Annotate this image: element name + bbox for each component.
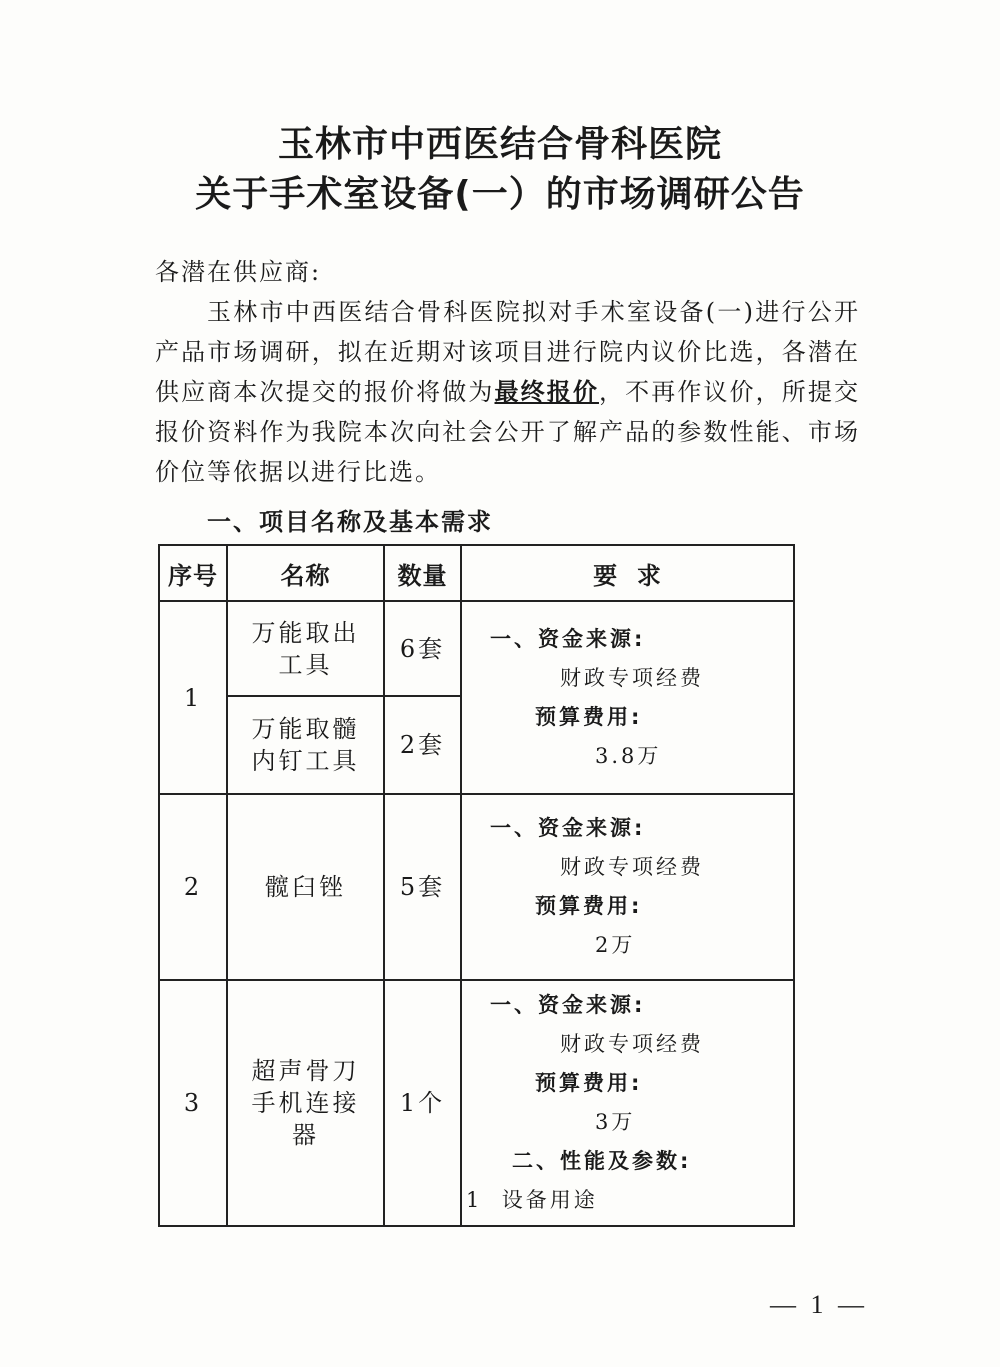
budget-value: 3万 — [595, 1110, 636, 1134]
item-qty: 5套 — [384, 794, 461, 980]
fund-source: 财政专项经费 — [560, 665, 704, 690]
document-title-line1: 玉林市中西医结合骨科医院 — [277, 124, 722, 165]
body-paragraph — [155, 292, 860, 492]
header-no: 序号 — [159, 545, 227, 601]
item-name: 万能取髓内钉工具 — [227, 696, 384, 794]
body-text-part2: ，不再作议价，所提交报价资料作为我院本次向社会公开了解产品的参数性能、市场价位等依据以进行比选。 — [155, 378, 861, 486]
requirements-table — [158, 544, 795, 1227]
body-text-part1: 玉林市中西医结合骨科医院拟对手术室设备(一)进行公开产品市场调研，拟在近期对该项目进行院内议价比选，各潜在供应商本次提交的报价将做为 — [155, 298, 860, 406]
item-name: 超声骨刀手机连接器 — [227, 980, 384, 1226]
header-qty: 数量 — [384, 545, 461, 601]
performance-label: 二、性能及参数: — [512, 1149, 692, 1173]
requirements-cell — [461, 980, 794, 1226]
requirements-cell — [461, 601, 794, 794]
fund-source: 财政专项经费 — [560, 1032, 704, 1056]
item-name: 万能取出工具 — [227, 601, 384, 696]
item-qty: 2套 — [384, 696, 461, 794]
budget-label: 预算费用: — [535, 704, 643, 729]
fund-source: 财政专项经费 — [560, 855, 704, 879]
final-quote-emphasis: 最终报价 — [494, 377, 599, 406]
item-qty: 6套 — [384, 601, 461, 696]
table-row — [159, 601, 794, 696]
performance-item: 1 设备用途 — [466, 1188, 598, 1212]
section-heading: 一、项目名称及基本需求 — [207, 508, 493, 536]
fund-source-label: 一、资金来源: — [490, 816, 646, 840]
budget-label: 预算费用: — [535, 894, 643, 918]
budget-value: 3.8万 — [595, 743, 662, 768]
table-row — [159, 794, 794, 980]
budget-label: 预算费用: — [535, 1071, 643, 1095]
page-number: — 1 — — [770, 1290, 868, 1319]
header-name: 名称 — [227, 545, 384, 601]
fund-source-label: 一、资金来源: — [490, 626, 646, 651]
row-number: 2 — [159, 794, 227, 980]
row-number: 3 — [159, 980, 227, 1226]
table-row — [159, 980, 794, 1226]
document-title-line2: 关于手术室设备(一）的市场调研公告 — [195, 174, 805, 215]
row-number: 1 — [159, 601, 227, 794]
item-name: 髋臼锉 — [227, 794, 384, 980]
budget-value: 2万 — [595, 933, 636, 957]
requirements-cell — [461, 794, 794, 980]
fund-source-label: 一、资金来源: — [490, 993, 646, 1017]
item-qty: 1个 — [384, 980, 461, 1226]
table-header-row — [159, 545, 794, 601]
header-requirements: 要 求 — [461, 545, 794, 601]
salutation: 各潜在供应商: — [155, 258, 322, 286]
